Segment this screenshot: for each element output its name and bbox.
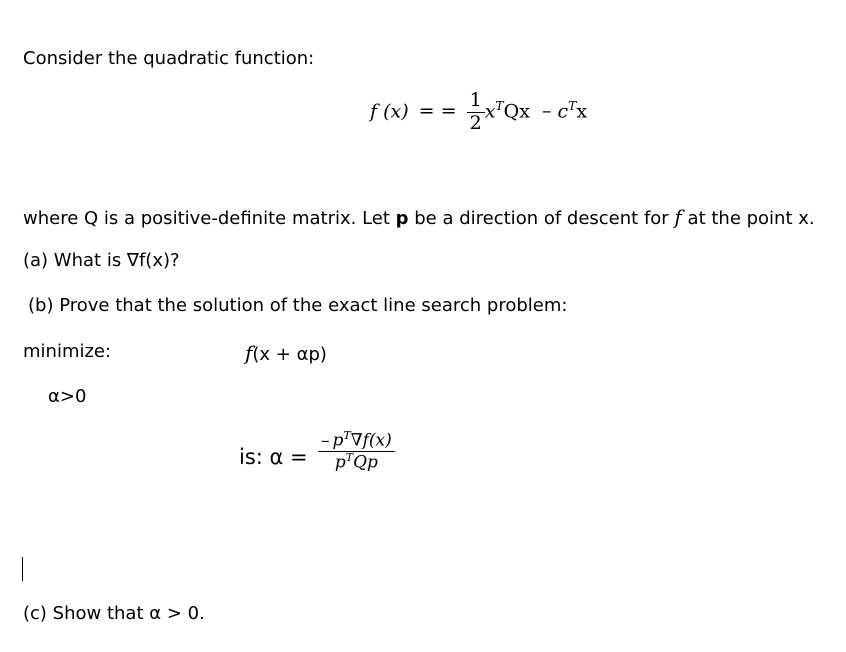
- where-p-bold: p: [395, 208, 409, 229]
- minimize-f: f: [245, 341, 253, 365]
- eq-frac-den: 2: [469, 111, 482, 134]
- alpha-frac: [318, 430, 395, 473]
- minimize-expression: [245, 341, 327, 365]
- alpha-num-p: p: [332, 430, 344, 451]
- alpha-den-p: p: [334, 452, 346, 473]
- where-post: at the point x.: [681, 208, 815, 229]
- eq-c-transpose: T: [568, 99, 577, 114]
- eq-x2: x: [576, 100, 588, 123]
- where-pre: where Q is a positive-definite matrix. Let: [23, 208, 396, 229]
- eq-qx: Qx: [503, 100, 530, 123]
- is-label: is: α =: [239, 445, 308, 469]
- part-c: (c) Show that α > 0.: [23, 603, 205, 624]
- alpha-den-qp: Qp: [353, 452, 378, 473]
- eq-transpose: T: [495, 99, 504, 114]
- eq-minus: –: [542, 100, 552, 123]
- alpha-fraction: [318, 430, 395, 473]
- alpha-num-grad: ∇f(x): [350, 430, 392, 451]
- part-b: (b) Prove that the solution of the exact line search problem:: [28, 295, 568, 316]
- where-f: f: [674, 205, 682, 229]
- eq-lhs: f (x): [370, 100, 409, 123]
- alpha-frac-num: [318, 430, 395, 452]
- alpha-den-transpose: T: [345, 451, 354, 465]
- eq-fraction: [467, 90, 485, 135]
- eq-x: x: [484, 100, 496, 123]
- alpha-num-minus: –: [321, 430, 330, 451]
- alpha-num-transpose: T: [343, 429, 351, 442]
- part-a: (a) What is ∇f(x)?: [23, 250, 180, 271]
- where-mid: be a direction of descent for: [408, 208, 675, 229]
- quadratic-equation: [370, 90, 587, 135]
- alpha-condition: α>0: [48, 386, 87, 407]
- eq-frac-num: 1: [467, 90, 485, 113]
- alpha-frac-den: [332, 452, 381, 473]
- intro-text: Consider the quadratic function:: [23, 48, 315, 69]
- minimize-label: minimize:: [23, 341, 112, 362]
- text-cursor: [22, 557, 23, 581]
- eq-c: c: [557, 100, 569, 123]
- eq-equals: = =: [418, 100, 457, 123]
- where-text: [23, 205, 815, 229]
- minimize-arg: (x + αp): [252, 344, 327, 365]
